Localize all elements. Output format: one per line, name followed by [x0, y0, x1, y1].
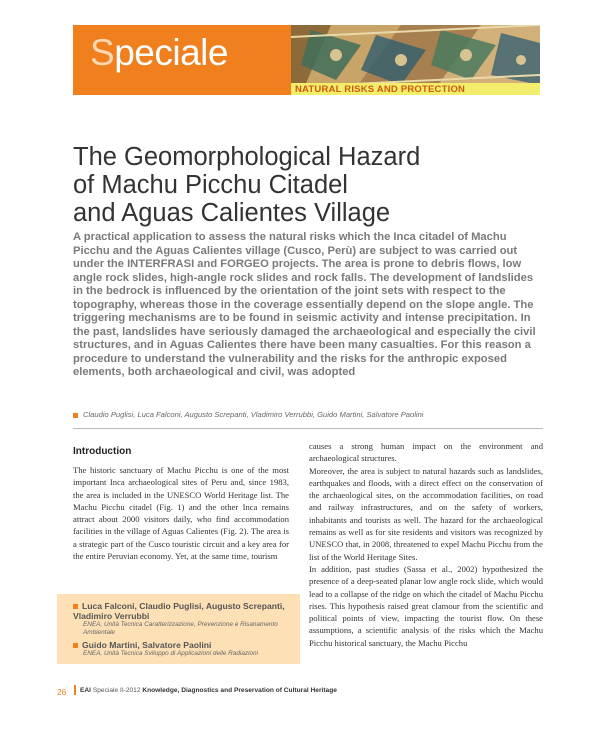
affiliations-box	[57, 594, 300, 664]
section-title-rest: peciale	[114, 32, 228, 73]
paragraph: The historic sanctuary of Machu Picchu is one of the most important Inca archaeological sites of Peru and, since 1983, the area is included in the UNESCO World Heritage list. The Machu Picchu citadel (Fig. 1) and the other Inca remains attract about 2000 visitors daily, who find accommodation facilities in the village of Aguas Calientes (Fig. 2). The area is a strategic part of the Cusco touristic circuit and a key area for the entire Peruvian economy. Yet, at the same time, tourism	[73, 465, 289, 562]
affiliation-names	[73, 640, 290, 650]
bullet-square-icon	[73, 413, 78, 418]
footer-bar	[74, 685, 76, 695]
affiliation-names-text: Luca Falconi, Claudio Puglisi, Augusto Screpanti, Vladimiro Verrubbi	[73, 601, 285, 621]
affiliation-institution: ENEA, Unità Tecnica Sviluppo di Applicazioni delle Radiazioni	[83, 650, 259, 657]
journal-name: EAI	[80, 687, 91, 694]
right-column	[309, 440, 543, 649]
issue-number: II-2012	[119, 687, 141, 694]
paragraph: causes a strong human impact on the environment and archaeological structures.	[309, 441, 543, 464]
affiliation-names	[73, 601, 290, 621]
section-title-initial: S	[90, 32, 115, 73]
issue-label: Speciale	[92, 687, 119, 694]
title-line: of Machu Picchu Citadel	[73, 171, 348, 199]
paragraph: In addition, past studies (Sassa et al., 2002) hypothesized the presence of a deep-seated planar low angle rock slide, which would lead to a collapse of the ridge on which the citadel of Machu Picchu rises. This hypothesis raised great clamour from the scientific and political points of view, impacting the tourist flow. On these assumptions, a scientific analysis of the risks which the Machu Picchu historical sanctuary, the Machu Picchu	[309, 563, 543, 648]
title-line: and Aguas Calientes Village	[73, 199, 391, 227]
footer-running-title	[80, 687, 337, 694]
affiliation-names-text: Guido Martini, Salvatore Paolini	[82, 640, 212, 650]
page-number: 26	[57, 687, 67, 697]
authors-text: Claudio Puglisi, Luca Falconi, Augusto Screpanti, Vladimiro Verrubbi, Guido Martini, Salvatore Paolini	[83, 410, 424, 419]
abstract: A practical application to assess the natural risks which the Inca citadel of Machu Picchu and the Aguas Calientes village (Cusco, Perù) are subject to was carried out under the INTERFRASI and FORGEO projects. The area is prone to debris flows, low angle rock slides, high-angle rock slides and rock falls. The development of landslides in the bedrock is influenced by the orientation of the joint sets with respect to the topography, whereas those in the coverage essentially depend on the slope angle. The triggering mechanisms are to be found in seismic activity and intense precipitation. In the past, landslides have seriously damaged the archaeological and especially the civil structures, and in Aguas Calientes there have been many casualties. For this reason a procedure to understand the vulnerability and the risks for the anthropic exposed elements, both archaeological and civil, was adopted	[73, 231, 536, 378]
title-line: The Geomorphological Hazard	[73, 143, 421, 171]
authors-line	[73, 410, 543, 419]
affiliation-institution: ENEA, Unità Tecnica Caratterizzazione, Prevenzione e Risanamento Ambientale	[83, 621, 278, 636]
subsection-label: NATURAL RISKS AND PROTECTION	[295, 84, 466, 95]
bullet-square-icon	[73, 643, 78, 648]
section-title	[90, 32, 228, 74]
paragraph: Moreover, the area is subject to natural hazards such as landslides, earthquakes and floods, with a direct effect on the conservation of the archaeological sites, on the accommodation facilities, on road and railway infrastructures, and on the safety of workers, inhabitants and tourists as well. The hazard for the archaeological remains as well as for site residents and visitors was recognized by UNESCO that, in 2008, threatened to expel Machu Picchu from the list of the World Heritage Sites.	[309, 465, 543, 562]
issue-title: Knowledge, Diagnostics and Preservation of Cultural Heritage	[142, 687, 337, 694]
bullet-square-icon	[73, 604, 78, 609]
article-title	[73, 143, 543, 227]
intro-heading: Introduction	[73, 446, 132, 457]
divider	[73, 428, 543, 429]
left-column	[73, 464, 289, 562]
